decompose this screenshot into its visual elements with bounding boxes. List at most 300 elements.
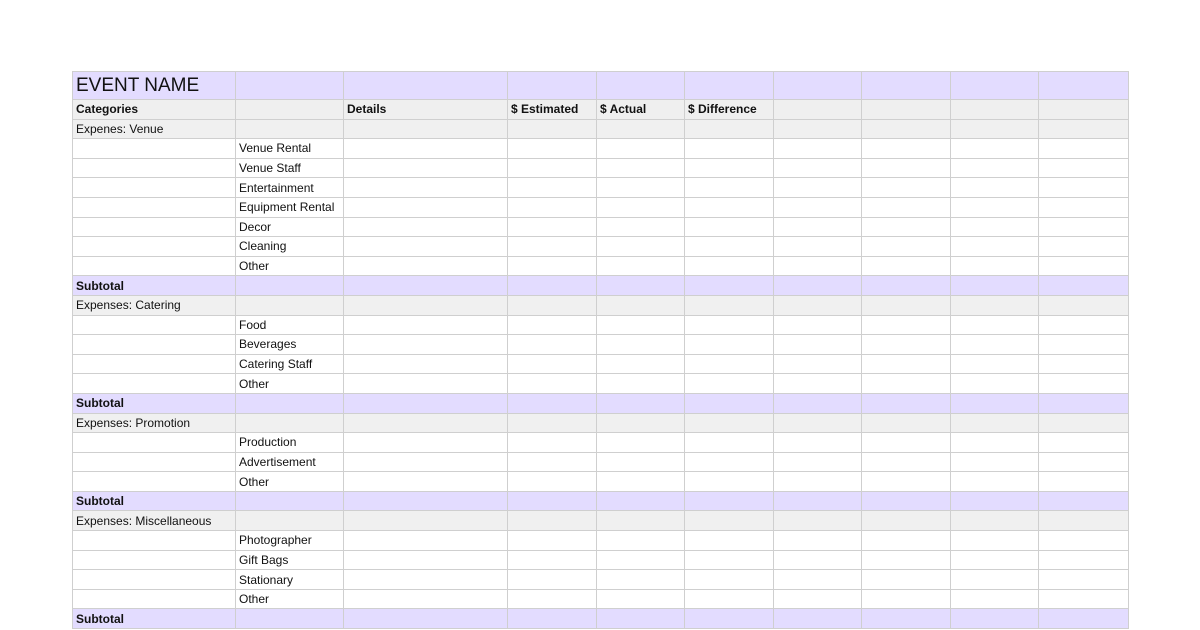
title-row (73, 72, 1129, 100)
empty-cell[interactable] (236, 72, 344, 100)
empty-cell[interactable] (236, 276, 344, 296)
empty-cell[interactable] (73, 550, 236, 570)
empty-cell[interactable] (508, 237, 597, 257)
header-actual[interactable]: $ Actual (597, 100, 685, 120)
empty-cell[interactable] (862, 550, 951, 570)
empty-cell[interactable] (685, 433, 774, 453)
empty-cell[interactable] (508, 295, 597, 315)
empty-cell[interactable] (685, 256, 774, 276)
empty-cell[interactable] (597, 237, 685, 257)
empty-cell[interactable] (951, 374, 1039, 394)
empty-cell[interactable] (508, 139, 597, 159)
empty-cell[interactable] (862, 139, 951, 159)
empty-cell[interactable] (862, 374, 951, 394)
empty-cell[interactable] (951, 139, 1039, 159)
line-item-row (73, 550, 1129, 570)
empty-cell[interactable] (344, 550, 508, 570)
line-item-row (73, 589, 1129, 609)
empty-cell[interactable] (597, 139, 685, 159)
empty-cell[interactable] (1039, 374, 1129, 394)
empty-cell[interactable] (597, 472, 685, 492)
subtotal-label[interactable]: Subtotal (73, 393, 236, 413)
empty-cell[interactable] (951, 354, 1039, 374)
empty-cell[interactable] (597, 256, 685, 276)
empty-cell[interactable] (774, 72, 862, 100)
empty-cell[interactable] (862, 452, 951, 472)
category-row (73, 119, 1129, 139)
empty-cell[interactable] (951, 197, 1039, 217)
empty-cell[interactable] (862, 217, 951, 237)
empty-cell[interactable] (685, 197, 774, 217)
empty-cell[interactable] (73, 570, 236, 590)
empty-cell[interactable] (597, 550, 685, 570)
empty-cell[interactable] (1039, 295, 1129, 315)
empty-cell[interactable] (508, 550, 597, 570)
header-blank[interactable] (774, 100, 862, 120)
empty-cell[interactable] (597, 570, 685, 590)
line-item-row (73, 197, 1129, 217)
empty-cell[interactable] (774, 217, 862, 237)
empty-cell[interactable] (344, 237, 508, 257)
empty-cell[interactable] (685, 393, 774, 413)
empty-cell[interactable] (73, 589, 236, 609)
empty-cell[interactable] (344, 178, 508, 198)
empty-cell[interactable] (344, 276, 508, 296)
empty-cell[interactable] (685, 217, 774, 237)
empty-cell[interactable] (774, 609, 862, 629)
empty-cell[interactable] (951, 511, 1039, 531)
line-item-label[interactable]: Venue Rental (236, 139, 344, 159)
line-item-label[interactable]: Production (236, 433, 344, 453)
empty-cell[interactable] (508, 570, 597, 590)
empty-cell[interactable] (344, 609, 508, 629)
empty-cell[interactable] (508, 393, 597, 413)
empty-cell[interactable] (1039, 139, 1129, 159)
empty-cell[interactable] (236, 491, 344, 511)
empty-cell[interactable] (236, 119, 344, 139)
empty-cell[interactable] (597, 531, 685, 551)
line-item-label[interactable]: Venue Staff (236, 158, 344, 178)
empty-cell[interactable] (1039, 354, 1129, 374)
empty-cell[interactable] (344, 256, 508, 276)
empty-cell[interactable] (774, 433, 862, 453)
empty-cell[interactable] (508, 256, 597, 276)
empty-cell[interactable] (685, 276, 774, 296)
empty-cell[interactable] (1039, 472, 1129, 492)
empty-cell[interactable] (508, 72, 597, 100)
empty-cell[interactable] (73, 197, 236, 217)
empty-cell[interactable] (774, 570, 862, 590)
empty-cell[interactable] (597, 335, 685, 355)
empty-cell[interactable] (951, 413, 1039, 433)
empty-cell[interactable] (344, 393, 508, 413)
budget-spreadsheet (72, 71, 1128, 629)
empty-cell[interactable] (862, 354, 951, 374)
header-blank[interactable] (862, 100, 951, 120)
empty-cell[interactable] (73, 472, 236, 492)
line-item-row (73, 158, 1129, 178)
line-item-label[interactable]: Decor (236, 217, 344, 237)
subtotal-row (73, 609, 1129, 629)
empty-cell[interactable] (1039, 413, 1129, 433)
empty-cell[interactable] (1039, 237, 1129, 257)
empty-cell[interactable] (951, 315, 1039, 335)
empty-cell[interactable] (685, 295, 774, 315)
empty-cell[interactable] (597, 119, 685, 139)
empty-cell[interactable] (774, 178, 862, 198)
line-item-label[interactable]: Beverages (236, 335, 344, 355)
empty-cell[interactable] (1039, 178, 1129, 198)
table-body (73, 72, 1129, 629)
empty-cell[interactable] (344, 433, 508, 453)
empty-cell[interactable] (951, 570, 1039, 590)
empty-cell[interactable] (1039, 570, 1129, 590)
empty-cell[interactable] (862, 433, 951, 453)
empty-cell[interactable] (685, 119, 774, 139)
empty-cell[interactable] (597, 197, 685, 217)
subtotal-label[interactable]: Subtotal (73, 276, 236, 296)
empty-cell[interactable] (344, 295, 508, 315)
empty-cell[interactable] (73, 374, 236, 394)
empty-cell[interactable] (685, 335, 774, 355)
empty-cell[interactable] (685, 315, 774, 335)
empty-cell[interactable] (862, 72, 951, 100)
empty-cell[interactable] (1039, 335, 1129, 355)
empty-cell[interactable] (685, 139, 774, 159)
empty-cell[interactable] (73, 237, 236, 257)
empty-cell[interactable] (236, 393, 344, 413)
header-difference[interactable]: $ Difference (685, 100, 774, 120)
empty-cell[interactable] (685, 589, 774, 609)
empty-cell[interactable] (862, 511, 951, 531)
empty-cell[interactable] (774, 452, 862, 472)
empty-cell[interactable] (1039, 72, 1129, 100)
empty-cell[interactable] (951, 393, 1039, 413)
empty-cell[interactable] (73, 158, 236, 178)
empty-cell[interactable] (508, 413, 597, 433)
empty-cell[interactable] (508, 197, 597, 217)
line-item-row (73, 374, 1129, 394)
header-blank[interactable] (951, 100, 1039, 120)
empty-cell[interactable] (508, 374, 597, 394)
empty-cell[interactable] (774, 393, 862, 413)
line-item-row (73, 570, 1129, 590)
empty-cell[interactable] (508, 511, 597, 531)
empty-cell[interactable] (951, 472, 1039, 492)
empty-cell[interactable] (862, 472, 951, 492)
empty-cell[interactable] (862, 178, 951, 198)
empty-cell[interactable] (597, 158, 685, 178)
empty-cell[interactable] (597, 452, 685, 472)
empty-cell[interactable] (685, 452, 774, 472)
empty-cell[interactable] (774, 197, 862, 217)
empty-cell[interactable] (344, 452, 508, 472)
empty-cell[interactable] (344, 315, 508, 335)
empty-cell[interactable] (1039, 531, 1129, 551)
empty-cell[interactable] (508, 217, 597, 237)
empty-cell[interactable] (774, 374, 862, 394)
empty-cell[interactable] (951, 217, 1039, 237)
empty-cell[interactable] (597, 491, 685, 511)
empty-cell[interactable] (344, 491, 508, 511)
empty-cell[interactable] (862, 119, 951, 139)
empty-cell[interactable] (1039, 452, 1129, 472)
empty-cell[interactable] (685, 491, 774, 511)
header-details[interactable]: Details (344, 100, 508, 120)
empty-cell[interactable] (685, 413, 774, 433)
empty-cell[interactable] (508, 354, 597, 374)
empty-cell[interactable] (951, 491, 1039, 511)
empty-cell[interactable] (862, 335, 951, 355)
empty-cell[interactable] (508, 315, 597, 335)
line-item-row (73, 472, 1129, 492)
line-item-label[interactable]: Cleaning (236, 237, 344, 257)
empty-cell[interactable] (73, 315, 236, 335)
line-item-label[interactable]: Stationary (236, 570, 344, 590)
empty-cell[interactable] (951, 158, 1039, 178)
line-item-row (73, 139, 1129, 159)
empty-cell[interactable] (597, 72, 685, 100)
empty-cell[interactable] (597, 276, 685, 296)
empty-cell[interactable] (73, 531, 236, 551)
empty-cell[interactable] (597, 511, 685, 531)
empty-cell[interactable] (951, 237, 1039, 257)
empty-cell[interactable] (774, 295, 862, 315)
subtotal-label[interactable]: Subtotal (73, 491, 236, 511)
empty-cell[interactable] (1039, 433, 1129, 453)
empty-cell[interactable] (344, 139, 508, 159)
empty-cell[interactable] (344, 197, 508, 217)
empty-cell[interactable] (236, 295, 344, 315)
line-item-label[interactable]: Other (236, 472, 344, 492)
empty-cell[interactable] (951, 452, 1039, 472)
category-label[interactable]: Expenes: Venue (73, 119, 236, 139)
line-item-label[interactable]: Gift Bags (236, 550, 344, 570)
line-item-row (73, 237, 1129, 257)
empty-cell[interactable] (73, 178, 236, 198)
header-estimated[interactable]: $ Estimated (508, 100, 597, 120)
empty-cell[interactable] (508, 433, 597, 453)
empty-cell[interactable] (344, 413, 508, 433)
empty-cell[interactable] (951, 295, 1039, 315)
line-item-row (73, 433, 1129, 453)
empty-cell[interactable] (862, 197, 951, 217)
empty-cell[interactable] (73, 452, 236, 472)
header-blank[interactable] (1039, 100, 1129, 120)
empty-cell[interactable] (73, 139, 236, 159)
empty-cell[interactable] (951, 335, 1039, 355)
category-label[interactable]: Expenses: Promotion (73, 413, 236, 433)
empty-cell[interactable] (685, 178, 774, 198)
empty-cell[interactable] (685, 550, 774, 570)
empty-cell[interactable] (344, 72, 508, 100)
empty-cell[interactable] (73, 354, 236, 374)
empty-cell[interactable] (774, 531, 862, 551)
empty-cell[interactable] (774, 472, 862, 492)
empty-cell[interactable] (862, 589, 951, 609)
line-item-row (73, 256, 1129, 276)
empty-cell[interactable] (73, 217, 236, 237)
empty-cell[interactable] (1039, 197, 1129, 217)
empty-cell[interactable] (774, 139, 862, 159)
empty-cell[interactable] (951, 609, 1039, 629)
event-name-title[interactable]: EVENT NAME (73, 72, 236, 100)
empty-cell[interactable] (1039, 589, 1129, 609)
line-item-label[interactable]: Other (236, 256, 344, 276)
empty-cell[interactable] (344, 589, 508, 609)
empty-cell[interactable] (685, 354, 774, 374)
line-item-label[interactable]: Other (236, 589, 344, 609)
empty-cell[interactable] (236, 413, 344, 433)
empty-cell[interactable] (597, 354, 685, 374)
empty-cell[interactable] (774, 354, 862, 374)
empty-cell[interactable] (1039, 491, 1129, 511)
empty-cell[interactable] (508, 609, 597, 629)
empty-cell[interactable] (508, 119, 597, 139)
empty-cell[interactable] (862, 237, 951, 257)
empty-cell[interactable] (862, 609, 951, 629)
subtotal-row (73, 393, 1129, 413)
empty-cell[interactable] (344, 335, 508, 355)
line-item-row (73, 531, 1129, 551)
empty-cell[interactable] (344, 119, 508, 139)
empty-cell[interactable] (774, 256, 862, 276)
empty-cell[interactable] (862, 413, 951, 433)
empty-cell[interactable] (344, 158, 508, 178)
empty-cell[interactable] (862, 158, 951, 178)
empty-cell[interactable] (1039, 609, 1129, 629)
empty-cell[interactable] (508, 531, 597, 551)
empty-cell[interactable] (1039, 511, 1129, 531)
empty-cell[interactable] (685, 72, 774, 100)
empty-cell[interactable] (685, 609, 774, 629)
empty-cell[interactable] (344, 217, 508, 237)
empty-cell[interactable] (597, 609, 685, 629)
line-item-label[interactable]: Advertisement (236, 452, 344, 472)
line-item-label[interactable]: Entertainment (236, 178, 344, 198)
empty-cell[interactable] (508, 335, 597, 355)
empty-cell[interactable] (951, 119, 1039, 139)
empty-cell[interactable] (1039, 315, 1129, 335)
empty-cell[interactable] (774, 158, 862, 178)
empty-cell[interactable] (344, 472, 508, 492)
line-item-label[interactable]: Equipment Rental (236, 197, 344, 217)
line-item-label[interactable]: Catering Staff (236, 354, 344, 374)
line-item-label[interactable]: Food (236, 315, 344, 335)
empty-cell[interactable] (774, 315, 862, 335)
empty-cell[interactable] (862, 393, 951, 413)
empty-cell[interactable] (774, 589, 862, 609)
header-categories[interactable]: Categories (73, 100, 236, 120)
category-row (73, 413, 1129, 433)
empty-cell[interactable] (862, 315, 951, 335)
empty-cell[interactable] (862, 491, 951, 511)
empty-cell[interactable] (951, 72, 1039, 100)
empty-cell[interactable] (951, 178, 1039, 198)
empty-cell[interactable] (597, 589, 685, 609)
empty-cell[interactable] (236, 511, 344, 531)
empty-cell[interactable] (951, 433, 1039, 453)
empty-cell[interactable] (508, 491, 597, 511)
subtotal-label[interactable]: Subtotal (73, 609, 236, 629)
empty-cell[interactable] (951, 550, 1039, 570)
empty-cell[interactable] (1039, 217, 1129, 237)
empty-cell[interactable] (1039, 276, 1129, 296)
empty-cell[interactable] (73, 256, 236, 276)
empty-cell[interactable] (597, 178, 685, 198)
empty-cell[interactable] (508, 472, 597, 492)
empty-cell[interactable] (685, 511, 774, 531)
empty-cell[interactable] (508, 158, 597, 178)
empty-cell[interactable] (597, 374, 685, 394)
empty-cell[interactable] (236, 609, 344, 629)
empty-cell[interactable] (597, 413, 685, 433)
empty-cell[interactable] (597, 433, 685, 453)
empty-cell[interactable] (862, 531, 951, 551)
empty-cell[interactable] (685, 531, 774, 551)
empty-cell[interactable] (344, 570, 508, 590)
empty-cell[interactable] (508, 452, 597, 472)
category-label[interactable]: Expenses: Miscellaneous (73, 511, 236, 531)
empty-cell[interactable] (685, 570, 774, 590)
empty-cell[interactable] (344, 374, 508, 394)
header-blank[interactable] (236, 100, 344, 120)
empty-cell[interactable] (774, 491, 862, 511)
empty-cell[interactable] (508, 589, 597, 609)
empty-cell[interactable] (685, 158, 774, 178)
empty-cell[interactable] (1039, 550, 1129, 570)
empty-cell[interactable] (774, 335, 862, 355)
empty-cell[interactable] (508, 276, 597, 296)
empty-cell[interactable] (1039, 393, 1129, 413)
empty-cell[interactable] (685, 237, 774, 257)
empty-cell[interactable] (597, 393, 685, 413)
empty-cell[interactable] (862, 570, 951, 590)
empty-cell[interactable] (951, 276, 1039, 296)
empty-cell[interactable] (1039, 256, 1129, 276)
empty-cell[interactable] (774, 550, 862, 570)
empty-cell[interactable] (597, 315, 685, 335)
empty-cell[interactable] (597, 295, 685, 315)
empty-cell[interactable] (862, 295, 951, 315)
empty-cell[interactable] (344, 354, 508, 374)
empty-cell[interactable] (774, 237, 862, 257)
empty-cell[interactable] (951, 531, 1039, 551)
category-label[interactable]: Expenses: Catering (73, 295, 236, 315)
empty-cell[interactable] (774, 413, 862, 433)
empty-cell[interactable] (951, 256, 1039, 276)
empty-cell[interactable] (344, 531, 508, 551)
empty-cell[interactable] (774, 276, 862, 296)
empty-cell[interactable] (951, 589, 1039, 609)
empty-cell[interactable] (1039, 119, 1129, 139)
empty-cell[interactable] (73, 335, 236, 355)
empty-cell[interactable] (774, 511, 862, 531)
line-item-label[interactable]: Photographer (236, 531, 344, 551)
empty-cell[interactable] (862, 276, 951, 296)
empty-cell[interactable] (508, 178, 597, 198)
empty-cell[interactable] (862, 256, 951, 276)
line-item-label[interactable]: Other (236, 374, 344, 394)
subtotal-row (73, 276, 1129, 296)
empty-cell[interactable] (344, 511, 508, 531)
empty-cell[interactable] (1039, 158, 1129, 178)
empty-cell[interactable] (774, 119, 862, 139)
empty-cell[interactable] (685, 374, 774, 394)
empty-cell[interactable] (597, 217, 685, 237)
empty-cell[interactable] (73, 433, 236, 453)
empty-cell[interactable] (685, 472, 774, 492)
